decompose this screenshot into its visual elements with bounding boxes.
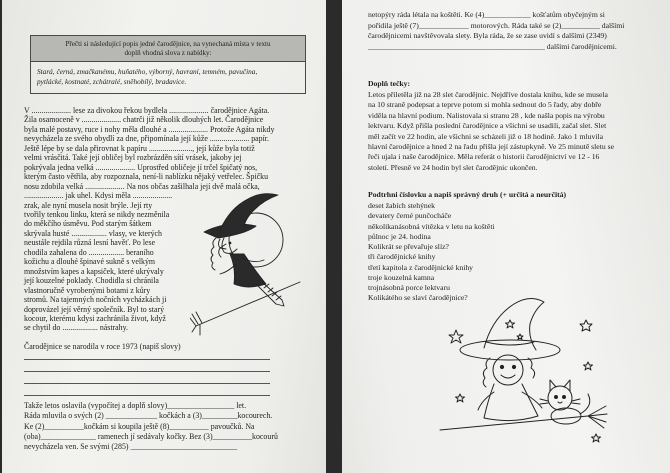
list-item: třetí kapitola z čarodějnické knihy xyxy=(368,262,474,272)
birth-year-question: Čarodějnice se narodila v roce 1973 (napiš slovy) xyxy=(24,342,181,351)
numbers-task-line: Ke (2)__________kočkám si koupila ještě (8)__________ pavoučků. Na xyxy=(24,421,255,431)
story-line: .................... jak uhel. Kdysi měla .................... xyxy=(24,191,173,201)
story-line: kožichu a dlouhé špinavé sukně s velkým xyxy=(24,257,156,267)
story-line: Žila osamoceně v .................... chatrči již několik dlouhých let. Čarodějnice xyxy=(24,115,264,125)
continuation-line: pořídila ještě (7)_____________ motorových. Ráda také se (2)__________ dalšími xyxy=(368,20,625,30)
word-bank-line: Stará, černá, zmačkanému, huňatého, výborný, havraní, temném, pavučina, xyxy=(37,67,258,76)
witch-dress xyxy=(220,254,266,287)
story-line: nosu zdobila velká .................... Na nos občas zašilhala její dvě malá očka, xyxy=(24,181,260,191)
witch-hat xyxy=(460,298,560,360)
numbers-task-line: nevycházela ven. Se svými (285) ___________________________ xyxy=(24,442,238,452)
story-line: zrak, ale nyní musela nosit brýle. Její rty xyxy=(24,200,153,210)
numerals-heading: Podtrhni číslovku a napiš správný druh (+ určitá a neurčitá) xyxy=(368,190,567,199)
witch-cat-illustration xyxy=(438,296,608,456)
instruction-line: Přečti si následující popis jedné čarodějnice, na vynechaná místa v textu xyxy=(65,40,271,48)
story-line: vlastnoručně vyrobenými botami z kůry xyxy=(24,285,151,295)
right-worksheet-page xyxy=(342,0,670,473)
story-line: Ještě lépe by se dala přirovnat k papíru ......................, její kůže byla totiž xyxy=(24,143,255,153)
story-line: byla malé postavy, ruce i nohy měla dlouhé a .................... Protože Agáta nikdy xyxy=(24,124,275,134)
story-line: velmi vrásčitá. Také její obličej byl rozbrázděn sítí vrásek, jakoby jej xyxy=(24,153,242,163)
list-item: Kolikátého se slaví čarodějnice? xyxy=(368,293,468,303)
witch-moon-illustration xyxy=(190,186,304,336)
witch-face xyxy=(220,238,237,253)
story-line: V .................... lese za divokou řekou bydlela .................... čarodějnice Agáta. xyxy=(24,106,270,115)
list-item: troje kouzelná kamna xyxy=(368,272,435,282)
list-item: devatery černé punčocháče xyxy=(368,211,452,221)
story-line: skrývala husté .................. vlasy, ve kterých xyxy=(24,228,162,238)
story-line: do měkčího úsměvu. Pod starým šátkem xyxy=(24,219,152,229)
story-line: se chytil do .................. nástrahy. xyxy=(24,323,129,333)
instruction-line: doplň vhodná slova z nabídky: xyxy=(124,49,212,57)
story-line: její kouzelné poklady. Chodidla si chránila xyxy=(24,276,159,286)
list-item: trojnásobná porce lektvaru xyxy=(368,283,450,292)
dots-line: hlavní čarodějnice a hned 2 na řadu přišla její zástupkyně. Ve 25 minutě sletu se xyxy=(368,142,614,152)
story-line: kterým často větřila, aby rozpoznala, není-li nablízku nějaký vetřelec. Špičku xyxy=(24,172,269,182)
answer-line xyxy=(24,395,270,396)
list-item: Kolikrát se převařuje slíz? xyxy=(368,242,449,251)
list-item: tři čarodějnické knihy xyxy=(368,252,436,262)
numbers-task-continuation xyxy=(368,10,624,52)
dots-line: lektvaru. Když přišla poslední čarodějnice a všichni se usadili, začal slet. Slet xyxy=(368,121,607,131)
dots-line: století. Přesně ve 24 hodin byl slet čarodějnic ukončen. xyxy=(368,162,538,172)
story-line: chodila zahalena do .................. beraního xyxy=(24,247,154,257)
story-line: stromů. Na tajemných nočních vycházkách ji xyxy=(24,295,167,305)
continuation-line: netopýry ráda létala na koštěti. Ke (4)____________ košťatům obyčejným si xyxy=(368,10,605,19)
numbers-task-line: Ráda mluvila o svých (2) _____________ kočkách a (3)_________kocourech. xyxy=(24,411,273,421)
witch-dress xyxy=(478,384,542,421)
list-item: deset žabích stehýnek xyxy=(368,201,436,210)
star-decorations xyxy=(449,320,601,442)
birth-year-task xyxy=(24,342,181,352)
dots-line: řeči ujala i naše čarodějnice. Měla referát o historii čarodějnictví ve 12 - 16 xyxy=(368,152,600,162)
instruction-box xyxy=(30,35,306,62)
continuation-line: čarodějnicemi navštěvovala slety. Byla ráda, že se zase uvidí s dalšími (2349) xyxy=(368,31,607,41)
word-bank-line: pytlácké, kostnaté, zchátralé, sněhobílý, bradavice. xyxy=(37,77,187,86)
numbers-task-line: (oba)______________ ramenech jí sedávaly kočky. Bez (3)__________kocourů xyxy=(24,431,278,441)
story-line: doprovázel její věrný společník. Byl to starý xyxy=(24,304,165,314)
list-item: půlnoc je 24. hodina xyxy=(368,231,431,241)
word-bank-box xyxy=(30,62,306,94)
answer-line xyxy=(24,383,270,384)
story-line: tvořily tenkou linku, která se nikdy nezměnila xyxy=(24,209,170,219)
broom xyxy=(190,282,300,335)
witch-hair xyxy=(483,358,534,387)
witch-hat xyxy=(204,194,278,238)
numerals-list xyxy=(368,201,495,304)
story-line: kocour, kterému kdysi zachránila život, když xyxy=(24,313,166,323)
answer-line xyxy=(24,359,270,360)
story-line: nevycházela ze svého obydlí za dne, připomínala její kůže .................... papír. xyxy=(24,134,269,144)
numbers-task-line: Takže letos oslavila (vypočítej a doplň slovy)_________________ let. xyxy=(24,401,247,410)
numbers-task xyxy=(24,401,278,452)
dots-exercise-text xyxy=(368,90,614,173)
continuation-line: ______________________________________________ dalšími čarodějnicemi. xyxy=(368,41,617,51)
dots-line: viděla na hlavní podium. Nalistovala si stranu 28 , kde našla popis na výrobu xyxy=(368,110,605,120)
dots-line: měl začít ve 22 hodin, ale všichni se scházeli již o 18 hodině. Jako 1 mluvila xyxy=(368,131,604,141)
witch-hair xyxy=(211,238,221,270)
left-worksheet-page xyxy=(2,0,326,473)
dots-line: Letos přiletěla již na 28 slet čarodějnic. Nejdříve dostala knihu, kde se musela xyxy=(368,90,608,99)
dots-line: na 10 straně podepsat a teprve potom si mohla sednout do 5 řady, aby dobře xyxy=(368,100,602,110)
dots-heading: Doplň tečky: xyxy=(368,79,411,88)
broom xyxy=(440,406,607,430)
list-item: několikanásobná vítězka v letu na koštěti xyxy=(368,221,495,231)
cat xyxy=(540,380,590,424)
story-line: neustále rejdila různá lesní havěť. Po lese xyxy=(24,238,156,248)
story-line: pokrývala jedna velká .................... Uprostřed obličeje jí trčel špičatý nos, xyxy=(24,162,258,172)
story-line: množstvím kapes a kapsiček, které ukrývaly xyxy=(24,266,164,276)
answer-line xyxy=(24,371,270,372)
